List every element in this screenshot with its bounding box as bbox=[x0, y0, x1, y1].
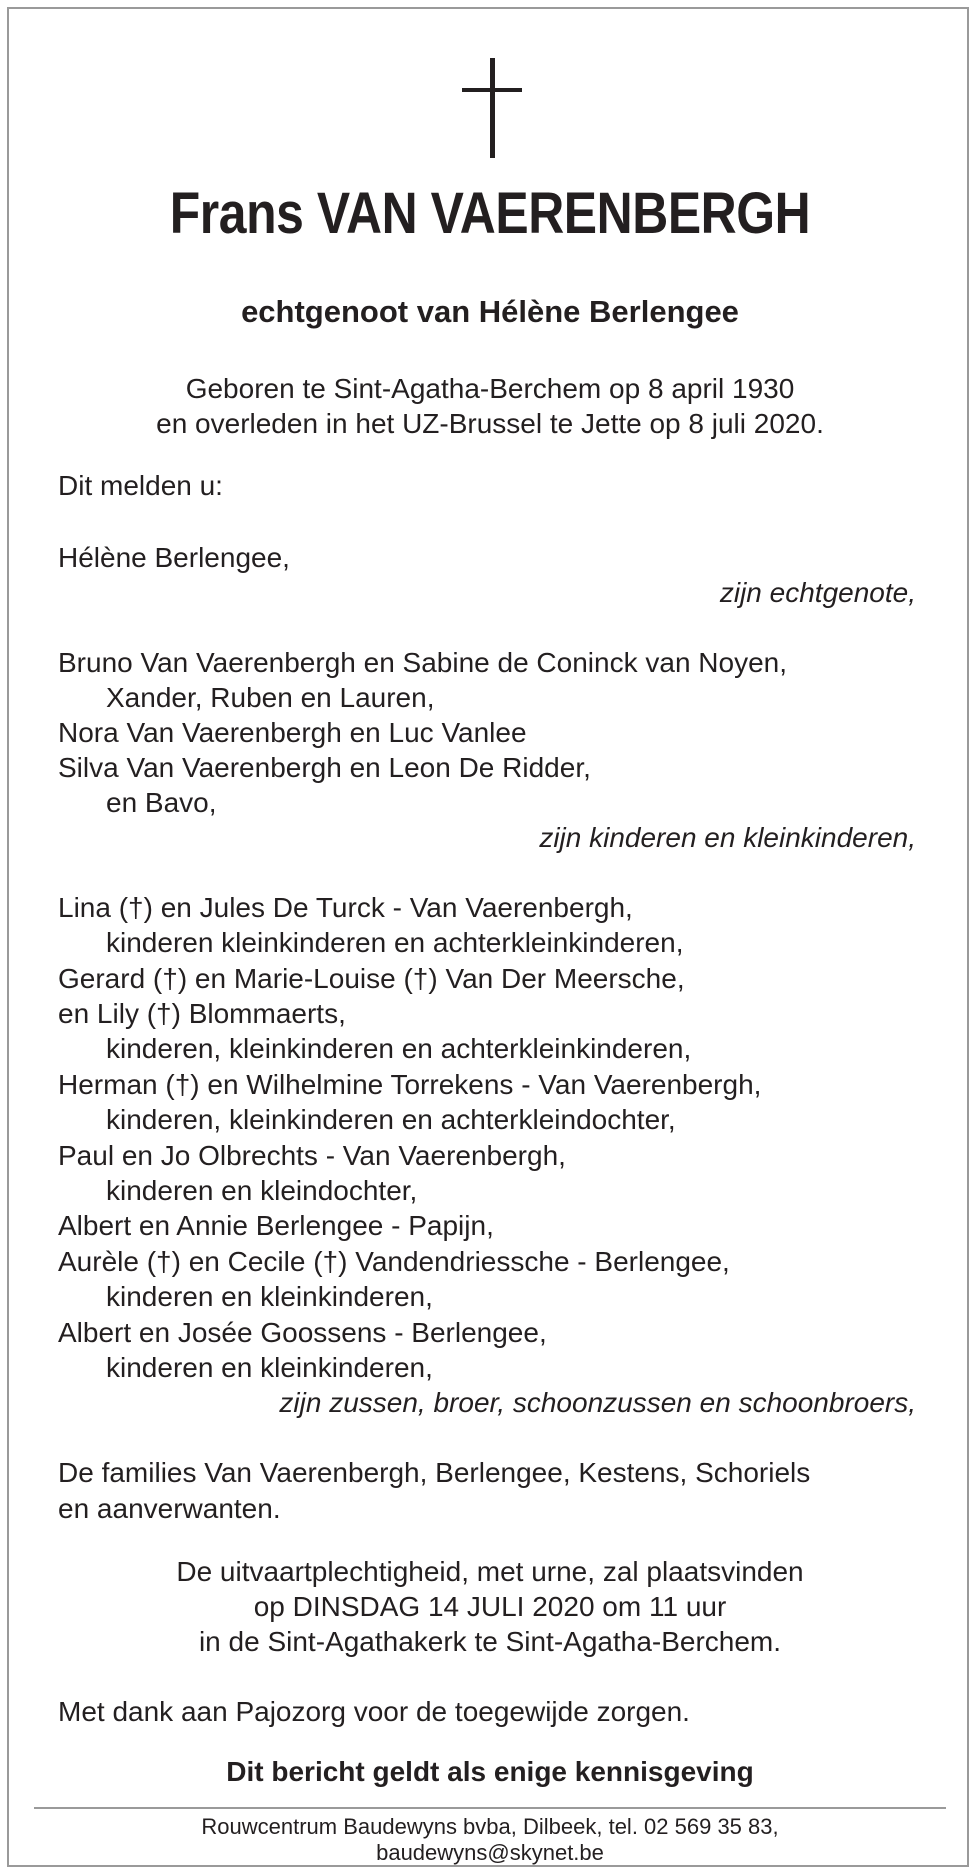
thanks-text: Met dank aan Pajozorg voor de toegewijde zorgen. bbox=[58, 1696, 690, 1727]
siblings-line: Gerard (†) en Marie-Louise (†) Van Der Meersche, bbox=[58, 963, 685, 994]
spouse-role: zijn echtgenote, bbox=[719, 577, 916, 608]
spouse-name: Hélène Berlengee, bbox=[58, 542, 290, 573]
children-line: Nora Van Vaerenbergh en Luc Vanlee bbox=[58, 717, 527, 748]
children-line: Silva Van Vaerenbergh en Leon De Ridder, bbox=[58, 752, 591, 783]
cross-icon bbox=[462, 58, 522, 158]
siblings-line: kinderen en kleinkinderen, bbox=[106, 1352, 433, 1383]
siblings-line: Herman (†) en Wilhelmine Torrekens - Van Vaerenbergh, bbox=[58, 1069, 762, 1100]
funeral-line: De uitvaartplechtigheid, met urne, zal plaatsvinden bbox=[176, 1556, 804, 1587]
siblings-role: zijn zussen, broer, schoonzussen en schoonbroers, bbox=[279, 1387, 916, 1418]
siblings-line: kinderen, kleinkinderen en achterkleinkinderen, bbox=[106, 1033, 692, 1064]
extended-family-line: en aanverwanten. bbox=[58, 1493, 281, 1524]
siblings-line: Lina (†) en Jules De Turck - Van Vaerenbergh, bbox=[58, 892, 633, 923]
siblings-line: Albert en Josée Goossens - Berlengee, bbox=[58, 1317, 547, 1348]
siblings-line: en Lily (†) Blommaerts, bbox=[58, 998, 346, 1029]
children-line: en Bavo, bbox=[106, 787, 217, 818]
deceased-name: Frans VAN VAERENBERGH bbox=[169, 181, 811, 246]
notice-text: Dit bericht geldt als enige kennisgeving bbox=[226, 1756, 754, 1787]
siblings-line: kinderen en kleinkinderen, bbox=[106, 1281, 433, 1312]
footer-divider bbox=[34, 1807, 946, 1809]
siblings-line: kinderen kleinkinderen en achterkleinkinderen, bbox=[106, 927, 684, 958]
funeral-line: in de Sint-Agathakerk te Sint-Agatha-Berchem. bbox=[198, 1626, 782, 1657]
birth-line: Geboren te Sint-Agatha-Berchem op 8 april 1930 bbox=[185, 373, 795, 404]
siblings-line: kinderen en kleindochter, bbox=[106, 1175, 418, 1206]
funeral-line: op DINSDAG 14 JULI 2020 om 11 uur bbox=[253, 1591, 727, 1622]
siblings-line: kinderen, kleinkinderen en achterkleindochter, bbox=[106, 1104, 676, 1135]
children-role: zijn kinderen en kleinkinderen, bbox=[539, 822, 916, 853]
spouse-line: echtgenoot van Hélène Berlengee bbox=[241, 294, 739, 329]
siblings-line: Paul en Jo Olbrechts - Van Vaerenbergh, bbox=[58, 1140, 566, 1171]
children-line: Xander, Ruben en Lauren, bbox=[106, 682, 435, 713]
siblings-line: Aurèle (†) en Cecile (†) Vandendriessche - Berlengee, bbox=[58, 1246, 730, 1277]
extended-family-line: De families Van Vaerenbergh, Berlengee, Kestens, Schoriels bbox=[58, 1457, 811, 1488]
footer-line: Rouwcentrum Baudewyns bvba, Dilbeek, tel. 02 569 35 83, bbox=[201, 1814, 779, 1839]
footer-email: baudewyns@skynet.be bbox=[376, 1840, 604, 1865]
siblings-line: Albert en Annie Berlengee - Papijn, bbox=[58, 1210, 494, 1241]
children-line: Bruno Van Vaerenbergh en Sabine de Coninck van Noyen, bbox=[58, 647, 788, 678]
intro-text: Dit melden u: bbox=[58, 470, 223, 501]
death-line: en overleden in het UZ-Brussel te Jette op 8 juli 2020. bbox=[156, 408, 824, 439]
